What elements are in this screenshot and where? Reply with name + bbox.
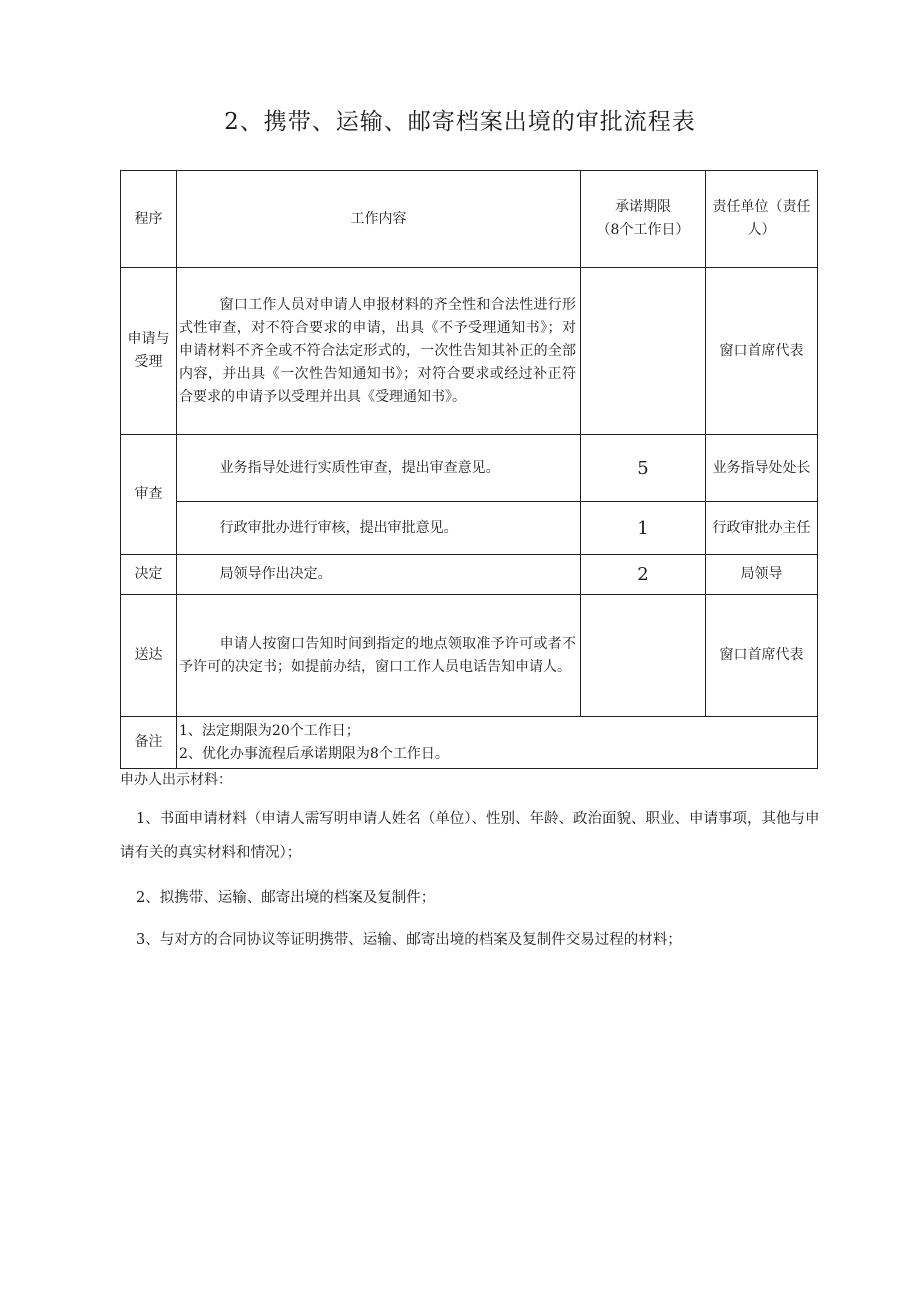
table-row-decide: [121, 555, 818, 595]
materials-section: [120, 770, 830, 952]
unit-decide: 局领导: [706, 555, 818, 595]
unit-review-1: 业务指导处处长: [706, 435, 818, 502]
content-review-1: 业务指导处进行实质性审查，提出审查意见。: [177, 435, 581, 502]
table-row-review-2: [121, 502, 818, 555]
header-step: 程序: [121, 171, 177, 268]
materials-item-3: 3、与对方的合同协议等证明携带、运输、邮寄出境的档案及复制件交易过程的材料；: [136, 932, 682, 948]
step-review: 审查: [121, 435, 177, 555]
step-apply: 申请与受理: [121, 268, 177, 435]
days-review-2: 1: [581, 502, 706, 555]
approval-flow-table: [120, 170, 818, 769]
days-deliver: [581, 595, 706, 717]
table-header-row: [121, 171, 818, 268]
materials-item-1: 1、书面申请材料（申请人需写明申请人姓名（单位）、性别、年龄、政治面貌、职业、申请事项，其他与申请有关的真实材料和情况）；: [120, 811, 820, 861]
header-deadline-line1: 承诺期限: [615, 199, 671, 215]
unit-review-2: 行政审批办主任: [706, 502, 818, 555]
content-decide: 局领导作出决定。: [177, 555, 581, 595]
table-row-review-1: [121, 435, 818, 502]
materials-item-2: 2、拟携带、运输、邮寄出境的档案及复制件；: [136, 890, 436, 906]
step-deliver: 送达: [121, 595, 177, 717]
note-line-2: 2、优化办事流程后承诺期限为8个工作日。: [179, 745, 449, 762]
header-deadline: [581, 171, 706, 268]
materials-lead: 申办人出示材料：: [120, 772, 232, 788]
step-decide: 决定: [121, 555, 177, 595]
content-apply: 窗口工作人员对申请人申报材料的齐全性和合法性进行形式性审查，对不符合要求的申请，出具《不予受理通知书》；对申请材料不齐全或不符合法定形式的，一次性告知其补正的全部内容，并出具《一次性告知通知书》；对符合要求或经过补正符合要求的申请予以受理并出具《受理通知书》。: [177, 268, 581, 435]
content-review-2: 行政审批办进行审核，提出审批意见。: [177, 502, 581, 555]
header-deadline-line2: （8个工作日）: [596, 222, 690, 238]
table-row-deliver: [121, 595, 818, 717]
days-apply: [581, 268, 706, 435]
note-line-1: 1、法定期限为20个工作日；: [179, 722, 360, 739]
table-row-apply: [121, 268, 818, 435]
days-decide: 2: [581, 555, 706, 595]
header-responsible: 责任单位（责任人）: [706, 171, 818, 268]
page-title: 2、携带、运输、邮寄档案出境的审批流程表: [224, 109, 696, 135]
step-notes: 备注: [121, 717, 177, 769]
unit-deliver: 窗口首席代表: [706, 595, 818, 717]
content-deliver: 申请人按窗口告知时间到指定的地点领取准予许可或者不予许可的决定书；如提前办结，窗口工作人员电话告知申请人。: [177, 595, 581, 717]
unit-apply: 窗口首席代表: [706, 268, 818, 435]
table-row-notes: [121, 717, 818, 769]
notes-cell: [177, 717, 818, 769]
days-review-1: 5: [581, 435, 706, 502]
header-content: 工作内容: [177, 171, 581, 268]
